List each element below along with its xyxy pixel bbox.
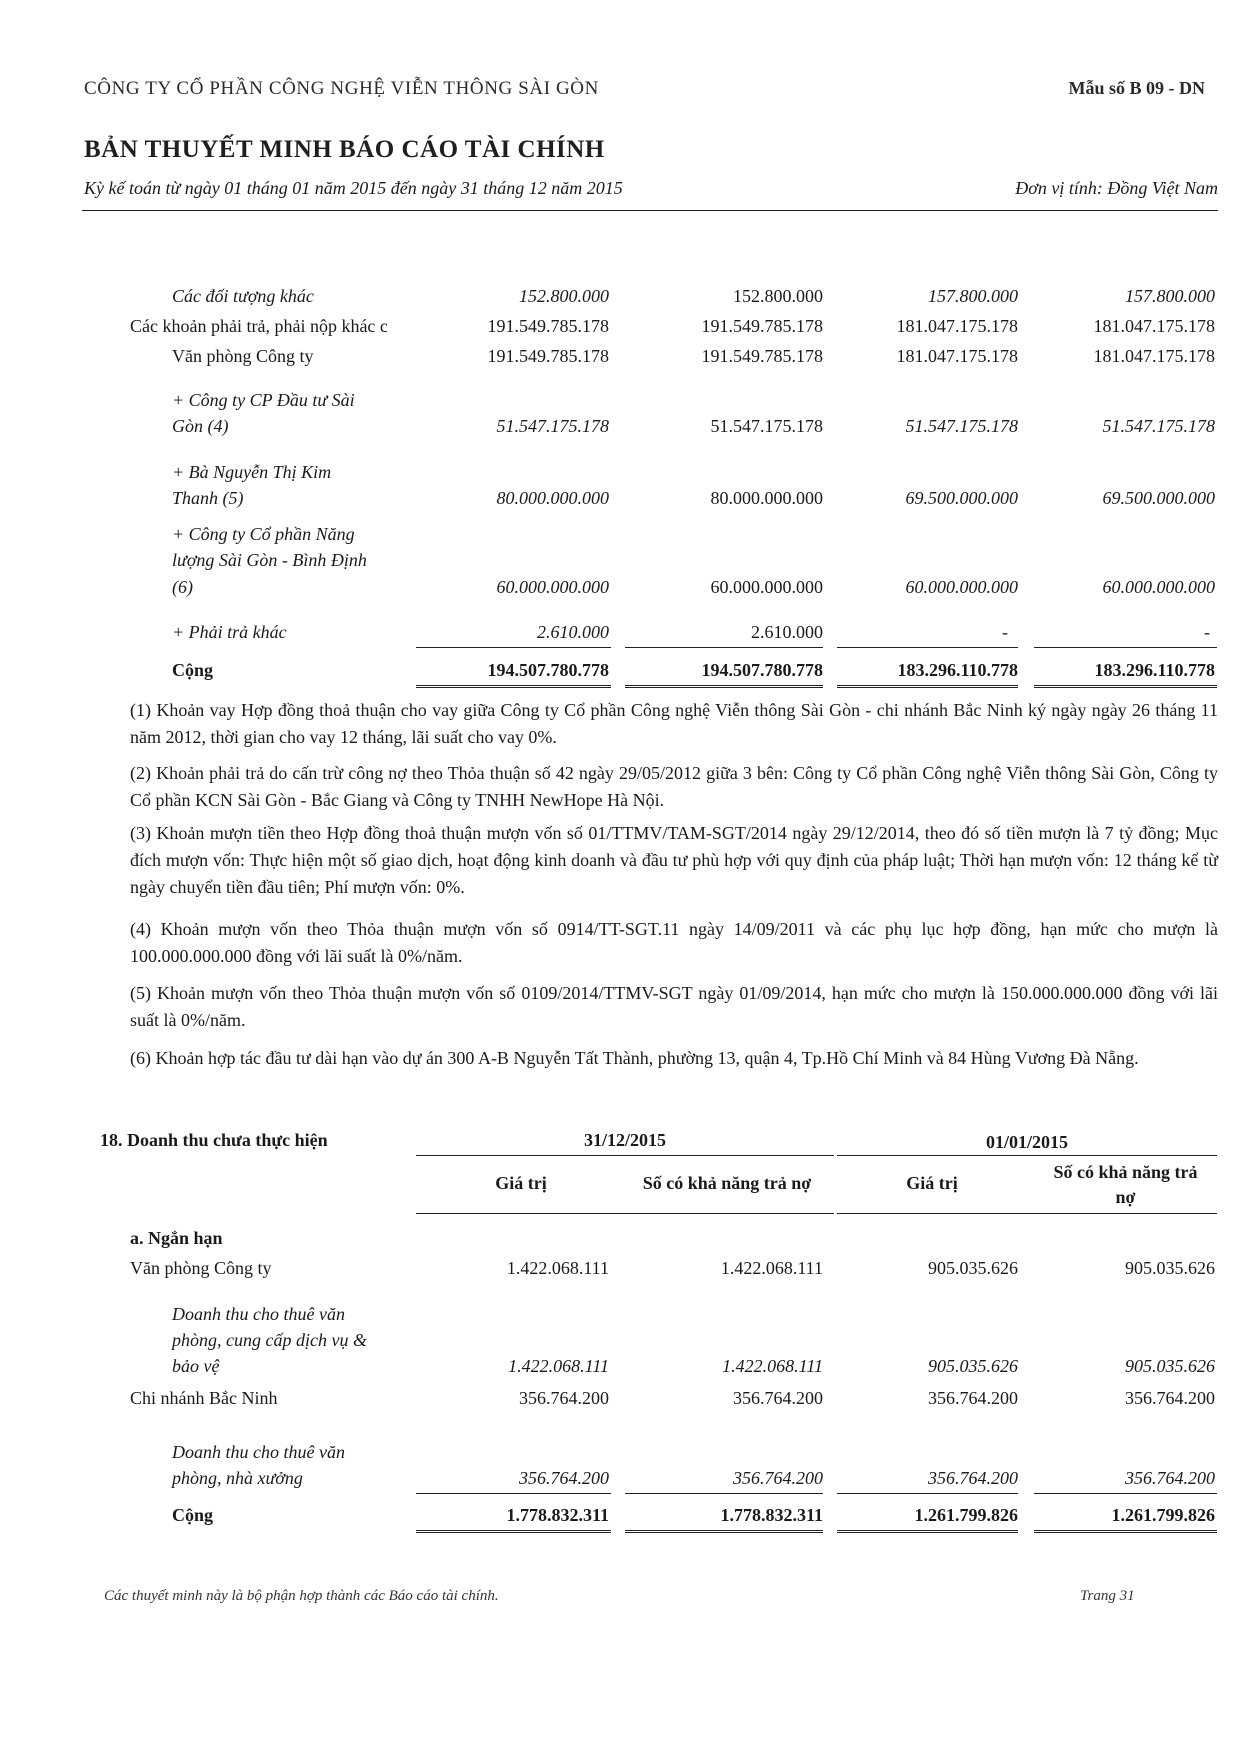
total-amount: 194.507.780.778: [487, 660, 609, 680]
amount-cell: 356.764.200: [1125, 1388, 1215, 1408]
column-header: Số có khả năng trả: [1053, 1162, 1198, 1182]
amount-cell: 80.000.000.000: [496, 488, 609, 508]
amount-cell: 157.800.000: [928, 286, 1018, 306]
row-label: Các đối tượng khác: [172, 286, 314, 306]
amount-cell: 905.035.626: [1125, 1356, 1215, 1376]
amount-cell: 356.764.200: [733, 1468, 823, 1488]
subtotal-line: [837, 1493, 1018, 1494]
amount-cell: 80.000.000.000: [710, 488, 823, 508]
amount-cell: 2.610.000: [751, 622, 823, 642]
total-amount: 183.296.110.778: [1094, 660, 1215, 680]
row-label: Chi nhánh Bắc Ninh: [130, 1388, 278, 1408]
row-label: Văn phòng Công ty: [130, 1258, 272, 1278]
row-label: phòng, cung cấp dịch vụ &: [172, 1330, 367, 1350]
amount-cell: 905.035.626: [928, 1258, 1018, 1278]
total-amount: 183.296.110.778: [897, 660, 1018, 680]
amount-cell: 60.000.000.000: [1102, 577, 1215, 597]
form-number: Mẫu số B 09 - DN: [1068, 78, 1205, 98]
amount-cell: 51.547.175.178: [496, 416, 609, 436]
amount-cell: 152.800.000: [733, 286, 823, 306]
total-label: Cộng: [172, 1505, 214, 1525]
amount-cell: 191.549.785.178: [487, 316, 609, 336]
amount-cell: 191.549.785.178: [701, 316, 823, 336]
subtotal-line: [1034, 647, 1217, 648]
section-title: 18. Doanh thu chưa thực hiện: [100, 1130, 328, 1150]
amount-cell: 356.764.200: [733, 1388, 823, 1408]
row-label: Văn phòng Công ty: [172, 346, 314, 366]
total-double-line: [837, 1530, 1018, 1533]
column-header: nợ: [1115, 1187, 1136, 1207]
amount-cell: 356.764.200: [519, 1468, 609, 1488]
header-line: [837, 1213, 1217, 1214]
amount-cell: 152.800.000: [519, 286, 609, 306]
amount-cell: 69.500.000.000: [905, 488, 1018, 508]
total-double-line: [1034, 685, 1217, 688]
row-label: bảo vệ: [172, 1356, 220, 1376]
row-label: (6): [172, 577, 193, 597]
page-number: Trang 31: [1080, 1588, 1135, 1604]
note-6: (6) Khoản hợp tác đầu tư dài hạn vào dự án 300 A-B Nguyễn Tất Thành, phường 13, quận 4, Tp.Hồ Chí Minh và 84 Hùng Vương Đà Nẵng.: [130, 1048, 1139, 1068]
amount-cell: 51.547.175.178: [905, 416, 1018, 436]
company-name: CÔNG TY CỔ PHẦN CÔNG NGHỆ VIỄN THÔNG SÀI GÒN: [84, 78, 599, 99]
amount-cell: 191.549.785.178: [701, 346, 823, 366]
amount-cell: 1.422.068.111: [508, 1356, 609, 1376]
total-label: Cộng: [172, 660, 214, 680]
column-header: Số có khả năng trả nợ: [642, 1173, 812, 1193]
header-line: [416, 1213, 834, 1214]
amount-cell: 181.047.175.178: [1093, 316, 1215, 336]
row-label: Doanh thu cho thuê văn: [172, 1442, 345, 1462]
amount-cell: 356.764.200: [928, 1468, 1018, 1488]
total-amount: 194.507.780.778: [701, 660, 823, 680]
row-label: Các khoản phải trả, phải nộp khác c: [130, 316, 388, 336]
currency-unit: Đơn vị tính: Đồng Việt Nam: [1015, 178, 1218, 198]
subtotal-line: [416, 1493, 611, 1494]
note-5: (5) Khoản mượn vốn theo Thỏa thuận mượn vốn số 0109/2014/TTMV-SGT ngày 01/09/2014, hạn mức cho mượn là 150.000.000.000 đồng với lãi suất là 0%/năm.: [130, 983, 1218, 1030]
header-line: [416, 1155, 834, 1156]
amount-cell: 2.610.000: [537, 622, 609, 642]
accounting-period: Kỳ kế toán từ ngày 01 tháng 01 năm 2015 đến ngày 31 tháng 12 năm 2015: [84, 178, 623, 198]
amount-cell: 905.035.626: [1125, 1258, 1215, 1278]
total-amount: 1.778.832.311: [506, 1505, 609, 1525]
amount-cell: 60.000.000.000: [496, 577, 609, 597]
amount-cell: 157.800.000: [1125, 286, 1215, 306]
column-header: Giá trị: [495, 1173, 547, 1193]
total-amount: 1.261.799.826: [1111, 1505, 1215, 1525]
amount-cell: -: [1002, 622, 1008, 642]
header-line: [837, 1155, 1217, 1156]
subtotal-line: [625, 1493, 823, 1494]
row-label: Thanh (5): [172, 488, 244, 508]
amount-cell: -: [1204, 622, 1210, 642]
total-amount: 1.778.832.311: [720, 1505, 823, 1525]
amount-cell: 356.764.200: [1125, 1468, 1215, 1488]
note-2: (2) Khoản phải trả do cấn trừ công nợ theo Thỏa thuận số 42 ngày 29/05/2012 giữa 3 bên: Công ty Cổ phần Công nghệ Viễn thông Sài Gòn, Công ty Cổ phần KCN Sài Gòn - Bắc Giang và Công ty TNHH NewHope Hà Nội.: [130, 763, 1218, 810]
subtotal-line: [837, 647, 1018, 648]
amount-cell: 60.000.000.000: [710, 577, 823, 597]
amount-cell: 181.047.175.178: [1093, 346, 1215, 366]
amount-cell: 356.764.200: [928, 1388, 1018, 1408]
amount-cell: 191.549.785.178: [487, 346, 609, 366]
amount-cell: 1.422.068.111: [722, 1356, 823, 1376]
amount-cell: 905.035.626: [928, 1356, 1018, 1376]
total-double-line: [837, 685, 1018, 688]
amount-cell: 60.000.000.000: [905, 577, 1018, 597]
note-4: (4) Khoản mượn vốn theo Thỏa thuận mượn vốn số 0914/TT-SGT.11 ngày 14/09/2011 và các phụ lục hợp đồng, hạn mức cho mượn là 100.000.000.000 đồng với lãi suất là 0%/năm.: [130, 919, 1218, 966]
row-label: lượng Sài Gòn - Bình Định: [172, 550, 367, 570]
total-amount: 1.261.799.826: [914, 1505, 1018, 1525]
amount-cell: 356.764.200: [519, 1388, 609, 1408]
period-header: 01/01/2015: [985, 1132, 1068, 1152]
row-label: + Phải trả khác: [172, 622, 287, 642]
note-3: (3) Khoản mượn tiền theo Hợp đồng thoả thuận mượn vốn số 01/TTMV/TAM-SGT/2014 ngày 29/12/2014, theo đó số tiền mượn là 7 tỷ đồng; Mục đích mượn vốn: Thực hiện một số giao dịch, hoạt động kinh doanh và đầu tư phù hợp với quy định của pháp luật; Thời hạn mượn vốn: 12 tháng kể từ ngày chuyển tiền đầu tiên; Phí mượn vốn: 0%.: [130, 823, 1218, 897]
column-header: Giá trị: [906, 1173, 958, 1193]
amount-cell: 181.047.175.178: [896, 316, 1018, 336]
amount-cell: 1.422.068.111: [720, 1258, 823, 1278]
row-label: Gòn (4): [172, 416, 229, 436]
total-double-line: [416, 685, 611, 688]
subtotal-line: [416, 647, 611, 648]
footer-note: Các thuyết minh này là bộ phận hợp thành các Báo cáo tài chính.: [104, 1588, 499, 1604]
group-label: a. Ngắn hạn: [130, 1228, 223, 1248]
total-double-line: [1034, 1530, 1217, 1533]
row-label: phòng, nhà xưởng: [172, 1468, 303, 1488]
row-label: + Công ty Cổ phần Năng: [172, 524, 355, 544]
amount-cell: 51.547.175.178: [710, 416, 823, 436]
amount-cell: 51.547.175.178: [1102, 416, 1215, 436]
amount-cell: 181.047.175.178: [896, 346, 1018, 366]
period-header: 31/12/2015: [583, 1130, 666, 1150]
note-1: (1) Khoản vay Hợp đồng thoả thuận cho vay giữa Công ty Cổ phần Công nghệ Viễn thông Sài Gòn - chi nhánh Bắc Ninh ký ngày ngày 26 tháng 11 năm 2012, thời gian cho vay 12 tháng, lãi suất cho vay 0%.: [130, 700, 1218, 747]
total-double-line: [416, 1530, 611, 1533]
row-label: + Bà Nguyễn Thị Kim: [172, 462, 332, 482]
row-label: Doanh thu cho thuê văn: [172, 1304, 345, 1324]
total-double-line: [625, 1530, 823, 1533]
amount-cell: 1.422.068.111: [506, 1258, 609, 1278]
row-label: + Công ty CP Đầu tư Sài: [172, 390, 355, 410]
subtotal-line: [625, 647, 823, 648]
amount-cell: 69.500.000.000: [1102, 488, 1215, 508]
total-double-line: [625, 685, 823, 688]
subtotal-line: [1034, 1493, 1217, 1494]
page-title: BẢN THUYẾT MINH BÁO CÁO TÀI CHÍNH: [84, 136, 605, 163]
header-divider: [82, 210, 1218, 211]
